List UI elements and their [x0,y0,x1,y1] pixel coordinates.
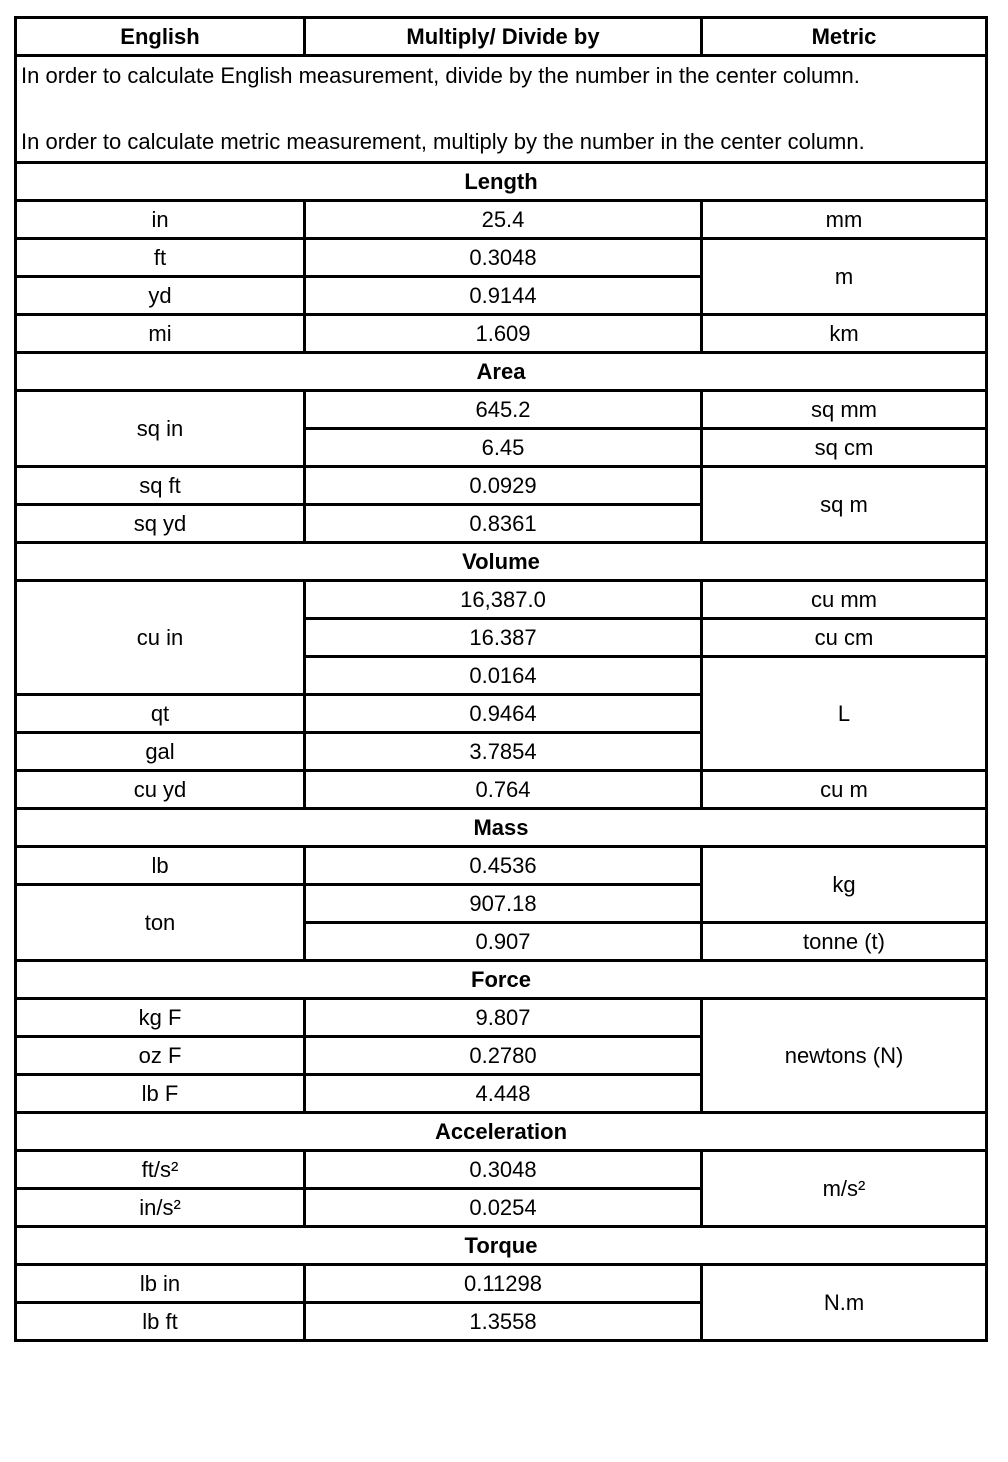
factor-value: 0.907 [305,923,702,961]
english-unit: lb [16,847,305,885]
factor-value: 0.11298 [305,1265,702,1303]
factor-value: 0.8361 [305,505,702,543]
section-title-torque: Torque [16,1227,987,1265]
metric-unit: sq m [702,467,987,543]
factor-value: 4.448 [305,1075,702,1113]
metric-header: Metric [702,18,987,56]
metric-unit: N.m [702,1265,987,1341]
english-unit: lb in [16,1265,305,1303]
conversion-table [14,16,988,1342]
english-unit: oz F [16,1037,305,1075]
section-title-volume: Volume [16,543,987,581]
instructions-row [16,56,987,163]
section-row [16,809,987,847]
english-instruction: In order to calculate English measurement, divide by the number in the center column. [21,63,860,88]
factor-value: 3.7854 [305,733,702,771]
section-title-area: Area [16,353,987,391]
english-unit: lb F [16,1075,305,1113]
metric-unit: km [702,315,987,353]
table-row [16,1265,987,1303]
factor-value: 0.9144 [305,277,702,315]
english-unit: in/s² [16,1189,305,1227]
english-unit: gal [16,733,305,771]
factor-value: 1.609 [305,315,702,353]
metric-unit: sq cm [702,429,987,467]
table-row [16,201,987,239]
section-title-force: Force [16,961,987,999]
factor-header: Multiply/ Divide by [305,18,702,56]
metric-unit: newtons (N) [702,999,987,1113]
table-row [16,239,987,277]
english-header: English [16,18,305,56]
factor-value: 0.3048 [305,239,702,277]
table-row [16,999,987,1037]
instruction-spacer [21,93,985,125]
metric-unit: cu mm [702,581,987,619]
factor-value: 1.3558 [305,1303,702,1341]
metric-unit: m/s² [702,1151,987,1227]
english-unit: cu in [16,581,305,695]
metric-unit: m [702,239,987,315]
english-unit: lb ft [16,1303,305,1341]
section-title-length: Length [16,163,987,201]
table-row [16,771,987,809]
table-row [16,315,987,353]
metric-unit: tonne (t) [702,923,987,961]
english-unit: sq yd [16,505,305,543]
section-row [16,163,987,201]
english-unit: ton [16,885,305,961]
table-row [16,581,987,619]
section-row [16,543,987,581]
metric-instruction: In order to calculate metric measurement, multiply by the number in the center column. [21,129,865,154]
factor-value: 907.18 [305,885,702,923]
section-title-acceleration: Acceleration [16,1113,987,1151]
metric-unit: L [702,657,987,771]
table-row [16,391,987,429]
factor-value: 0.0929 [305,467,702,505]
section-row [16,1113,987,1151]
factor-value: 16.387 [305,619,702,657]
table-row [16,1151,987,1189]
factor-value: 0.4536 [305,847,702,885]
section-row [16,961,987,999]
factor-value: 645.2 [305,391,702,429]
factor-value: 0.764 [305,771,702,809]
factor-value: 0.3048 [305,1151,702,1189]
factor-value: 0.9464 [305,695,702,733]
english-unit: kg F [16,999,305,1037]
metric-unit: cu m [702,771,987,809]
factor-value: 16,387.0 [305,581,702,619]
header-row [16,18,987,56]
english-unit: ft [16,239,305,277]
factor-value: 0.0254 [305,1189,702,1227]
factor-value: 0.2780 [305,1037,702,1075]
english-unit: sq ft [16,467,305,505]
instructions-cell [16,56,987,163]
metric-unit: sq mm [702,391,987,429]
english-unit: sq in [16,391,305,467]
english-unit: ft/s² [16,1151,305,1189]
english-unit: qt [16,695,305,733]
section-row [16,1227,987,1265]
table-row [16,847,987,885]
factor-value: 25.4 [305,201,702,239]
metric-unit: kg [702,847,987,923]
factor-value: 6.45 [305,429,702,467]
english-unit: cu yd [16,771,305,809]
factor-value: 0.0164 [305,657,702,695]
section-row [16,353,987,391]
metric-unit: cu cm [702,619,987,657]
english-unit: in [16,201,305,239]
factor-value: 9.807 [305,999,702,1037]
table-row [16,467,987,505]
section-title-mass: Mass [16,809,987,847]
english-unit: mi [16,315,305,353]
metric-unit: mm [702,201,987,239]
english-unit: yd [16,277,305,315]
